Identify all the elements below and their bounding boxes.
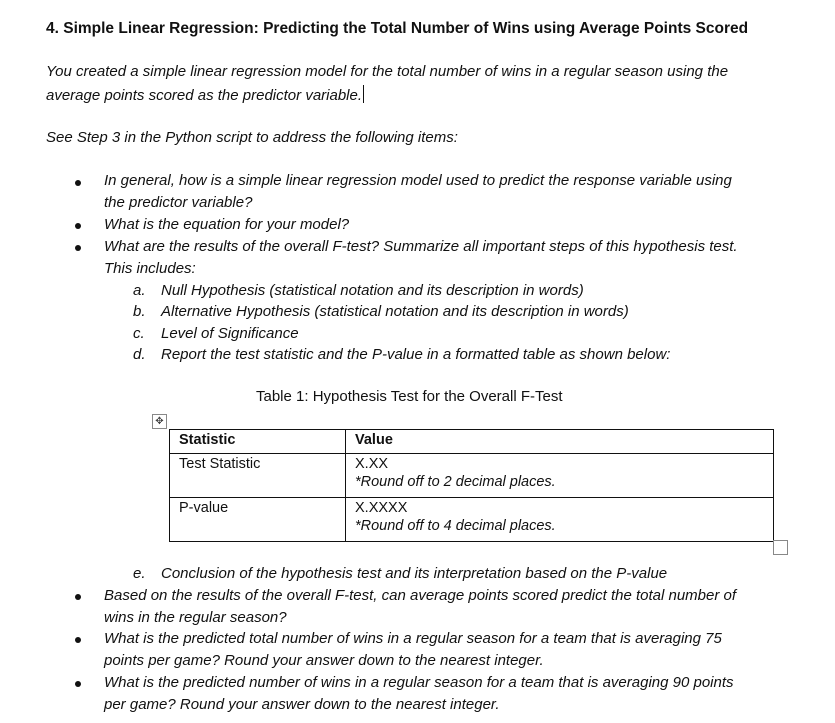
bullet-4-line-2: wins in the regular season? (104, 609, 287, 626)
bullet-6-line-1: What is the predicted number of wins in a regular season for a team that is averaging 90 points (104, 674, 734, 691)
table-move-handle-icon[interactable]: ✥ (152, 414, 167, 429)
table-row (170, 454, 774, 498)
table-caption: Table 1: Hypothesis Test for the Overall F-Test (256, 388, 563, 405)
bullet-icon (75, 681, 81, 687)
sub-item-e-letter: e. (133, 565, 146, 582)
sub-item-c-text: Level of Significance (161, 325, 299, 342)
step-instruction: See Step 3 in the Python script to address the following items: (46, 129, 458, 146)
bullet-1-line-2: the predictor variable? (104, 194, 253, 211)
table-resize-handle-icon[interactable] (773, 540, 788, 555)
bullet-icon (75, 180, 81, 186)
bullet-3-line-1: What are the results of the overall F-test? Summarize all important steps of this hypothesis test. (104, 238, 738, 255)
bullet-1-line-1: In general, how is a simple linear regression model used to predict the response variable using (104, 172, 732, 189)
table-value-text: X.XX (355, 456, 389, 472)
bullet-4-line-1: Based on the results of the overall F-test, can average points scored predict the total number of (104, 587, 737, 604)
intro-line-2-text: average points scored as the predictor variable. (46, 87, 363, 104)
sub-item-a-text: Null Hypothesis (statistical notation and its description in words) (161, 282, 584, 299)
bullet-5-line-1: What is the predicted total number of wins in a regular season for a team that is averaging 75 (104, 630, 722, 647)
intro-line-1: You created a simple linear regression model for the total number of wins in a regular season using the (46, 63, 729, 80)
sub-item-b-letter: b. (133, 303, 146, 320)
sub-item-d-letter: d. (133, 346, 146, 363)
sub-item-e-text: Conclusion of the hypothesis test and its interpretation based on the P-value (161, 565, 668, 582)
bullet-2-line-1: What is the equation for your model? (104, 216, 350, 233)
table-header-row (170, 430, 774, 454)
bullet-6-line-2: per game? Round your answer down to the nearest integer. (104, 696, 500, 713)
table-cell-value (346, 498, 774, 542)
table-cell-value (346, 454, 774, 498)
sub-item-a-letter: a. (133, 282, 146, 299)
intro-line-2[interactable] (46, 85, 364, 104)
bullet-icon (75, 245, 81, 251)
section-heading: 4. Simple Linear Regression: Predicting the Total Number of Wins using Average Points Scored (46, 20, 749, 37)
table-header-statistic: Statistic (170, 430, 346, 454)
hypothesis-test-table (169, 429, 774, 542)
bullet-3-line-2: This includes: (104, 260, 196, 277)
table-value-note: *Round off to 4 decimal places. (355, 518, 556, 534)
table-header-value: Value (346, 430, 774, 454)
table-cell-label: P-value (170, 498, 346, 542)
bullet-5-line-2: points per game? Round your answer down to the nearest integer. (104, 652, 544, 669)
bullet-icon (75, 637, 81, 643)
table-row (170, 498, 774, 542)
bullet-icon (75, 594, 81, 600)
bullet-icon (75, 223, 81, 229)
sub-item-d-text: Report the test statistic and the P-value in a formatted table as shown below: (161, 346, 671, 363)
sub-item-c-letter: c. (133, 325, 145, 342)
sub-item-b-text: Alternative Hypothesis (statistical notation and its description in words) (161, 303, 629, 320)
text-cursor (363, 85, 364, 103)
table-cell-label: Test Statistic (170, 454, 346, 498)
table-value-text: X.XXXX (355, 500, 408, 516)
table-value-note: *Round off to 2 decimal places. (355, 474, 556, 490)
